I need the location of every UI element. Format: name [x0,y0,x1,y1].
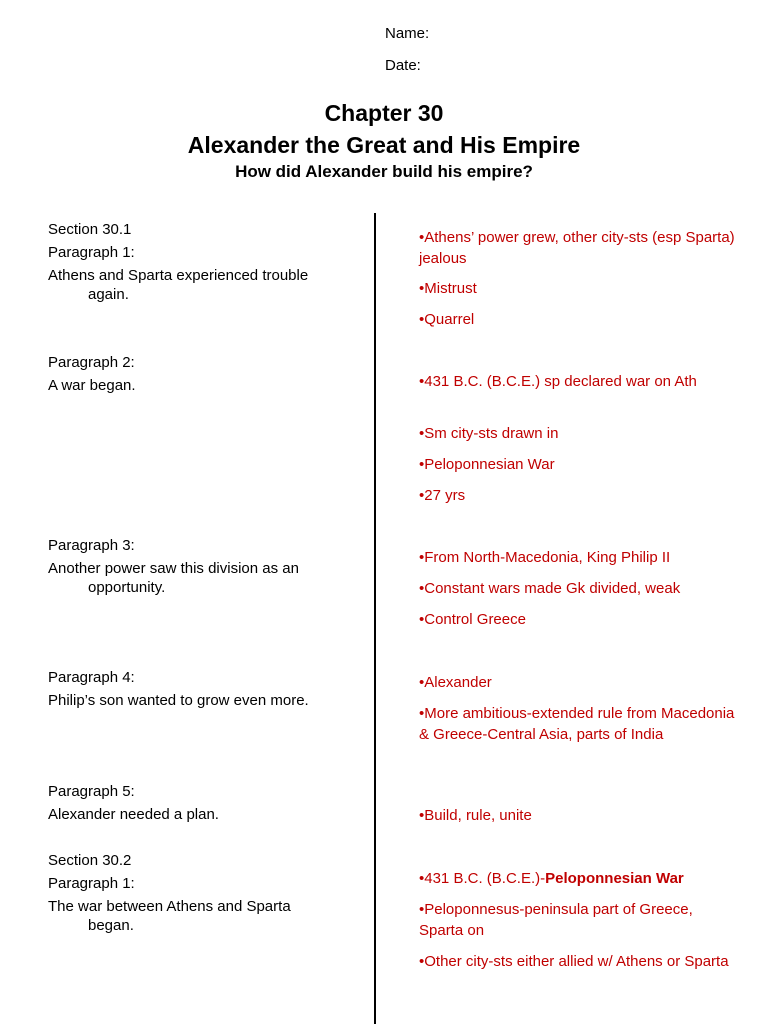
note-item: •More ambitious-extended rule from Macedonia & Greece-Central Asia, parts of India [419,705,735,743]
paragraph-summary [48,897,358,935]
note-item: •Constant wars made Gk divided, weak [419,580,681,597]
chapter-heading: Chapter 30 [324,100,444,126]
paragraph-4-block [48,668,358,710]
note-item: •Athens’ power grew, other city-sts (esp Sparta) jealous [419,229,735,267]
note-item: •Control Greece [419,611,526,628]
summary-line: Athens and Sparta experienced trouble [48,267,309,284]
summary-line: began. [88,917,134,934]
paragraph-label: Paragraph 3: [48,537,135,554]
paragraph-summary: Alexander needed a plan. [48,806,219,823]
note-item [419,869,739,890]
note-emphasis: Peloponnesian War [545,870,684,887]
guiding-question: How did Alexander build his empire? [235,162,533,181]
date-label: Date: [385,57,421,74]
note-item: •Build, rule, unite [419,807,532,824]
note-item: •Quarrel [419,311,475,328]
note-item: •Peloponnesian War [419,456,555,473]
paragraph-label: Paragraph 4: [48,669,135,686]
section-30-2-block [48,851,358,935]
summary-line: The war between Athens and Sparta [48,898,291,915]
paragraph-3-block [48,536,358,597]
name-label: Name: [385,25,430,42]
note-item: •Alexander [419,674,492,691]
column-divider [374,213,376,1024]
paragraph-2-block [48,353,358,395]
paragraph-summary: A war began. [48,377,136,394]
paragraph-summary [48,266,358,304]
paragraph-summary [48,559,358,597]
paragraph-5-block [48,782,358,824]
note-item: •Other city-sts either allied w/ Athens or Sparta [419,953,729,970]
paragraph-summary: Philip’s son wanted to grow even more. [48,692,309,709]
page-title: Alexander the Great and His Empire [187,132,581,158]
paragraph-label: Paragraph 1: [48,244,135,261]
summary-line: Another power saw this division as an [48,560,299,577]
section-30-1-block [48,220,358,304]
note-item: •27 yrs [419,487,466,504]
note-item: •From North-Macedonia, King Philip II [419,549,671,566]
paragraph-label: Paragraph 1: [48,875,135,892]
section-label: Section 30.1 [48,221,132,238]
note-item: •Sm city-sts drawn in [419,425,559,442]
summary-line: again. [88,286,129,303]
note-text: •431 B.C. (B.C.E.)- [419,870,546,887]
summary-line: opportunity. [88,579,166,596]
note-item: •431 B.C. (B.C.E.) sp declared war on Ath [419,373,697,390]
note-item: •Mistrust [419,280,477,297]
paragraph-label: Paragraph 5: [48,783,135,800]
section-label: Section 30.2 [48,852,132,869]
paragraph-label: Paragraph 2: [48,354,135,371]
note-item: •Peloponnesus-peninsula part of Greece, Sparta on [419,901,693,939]
